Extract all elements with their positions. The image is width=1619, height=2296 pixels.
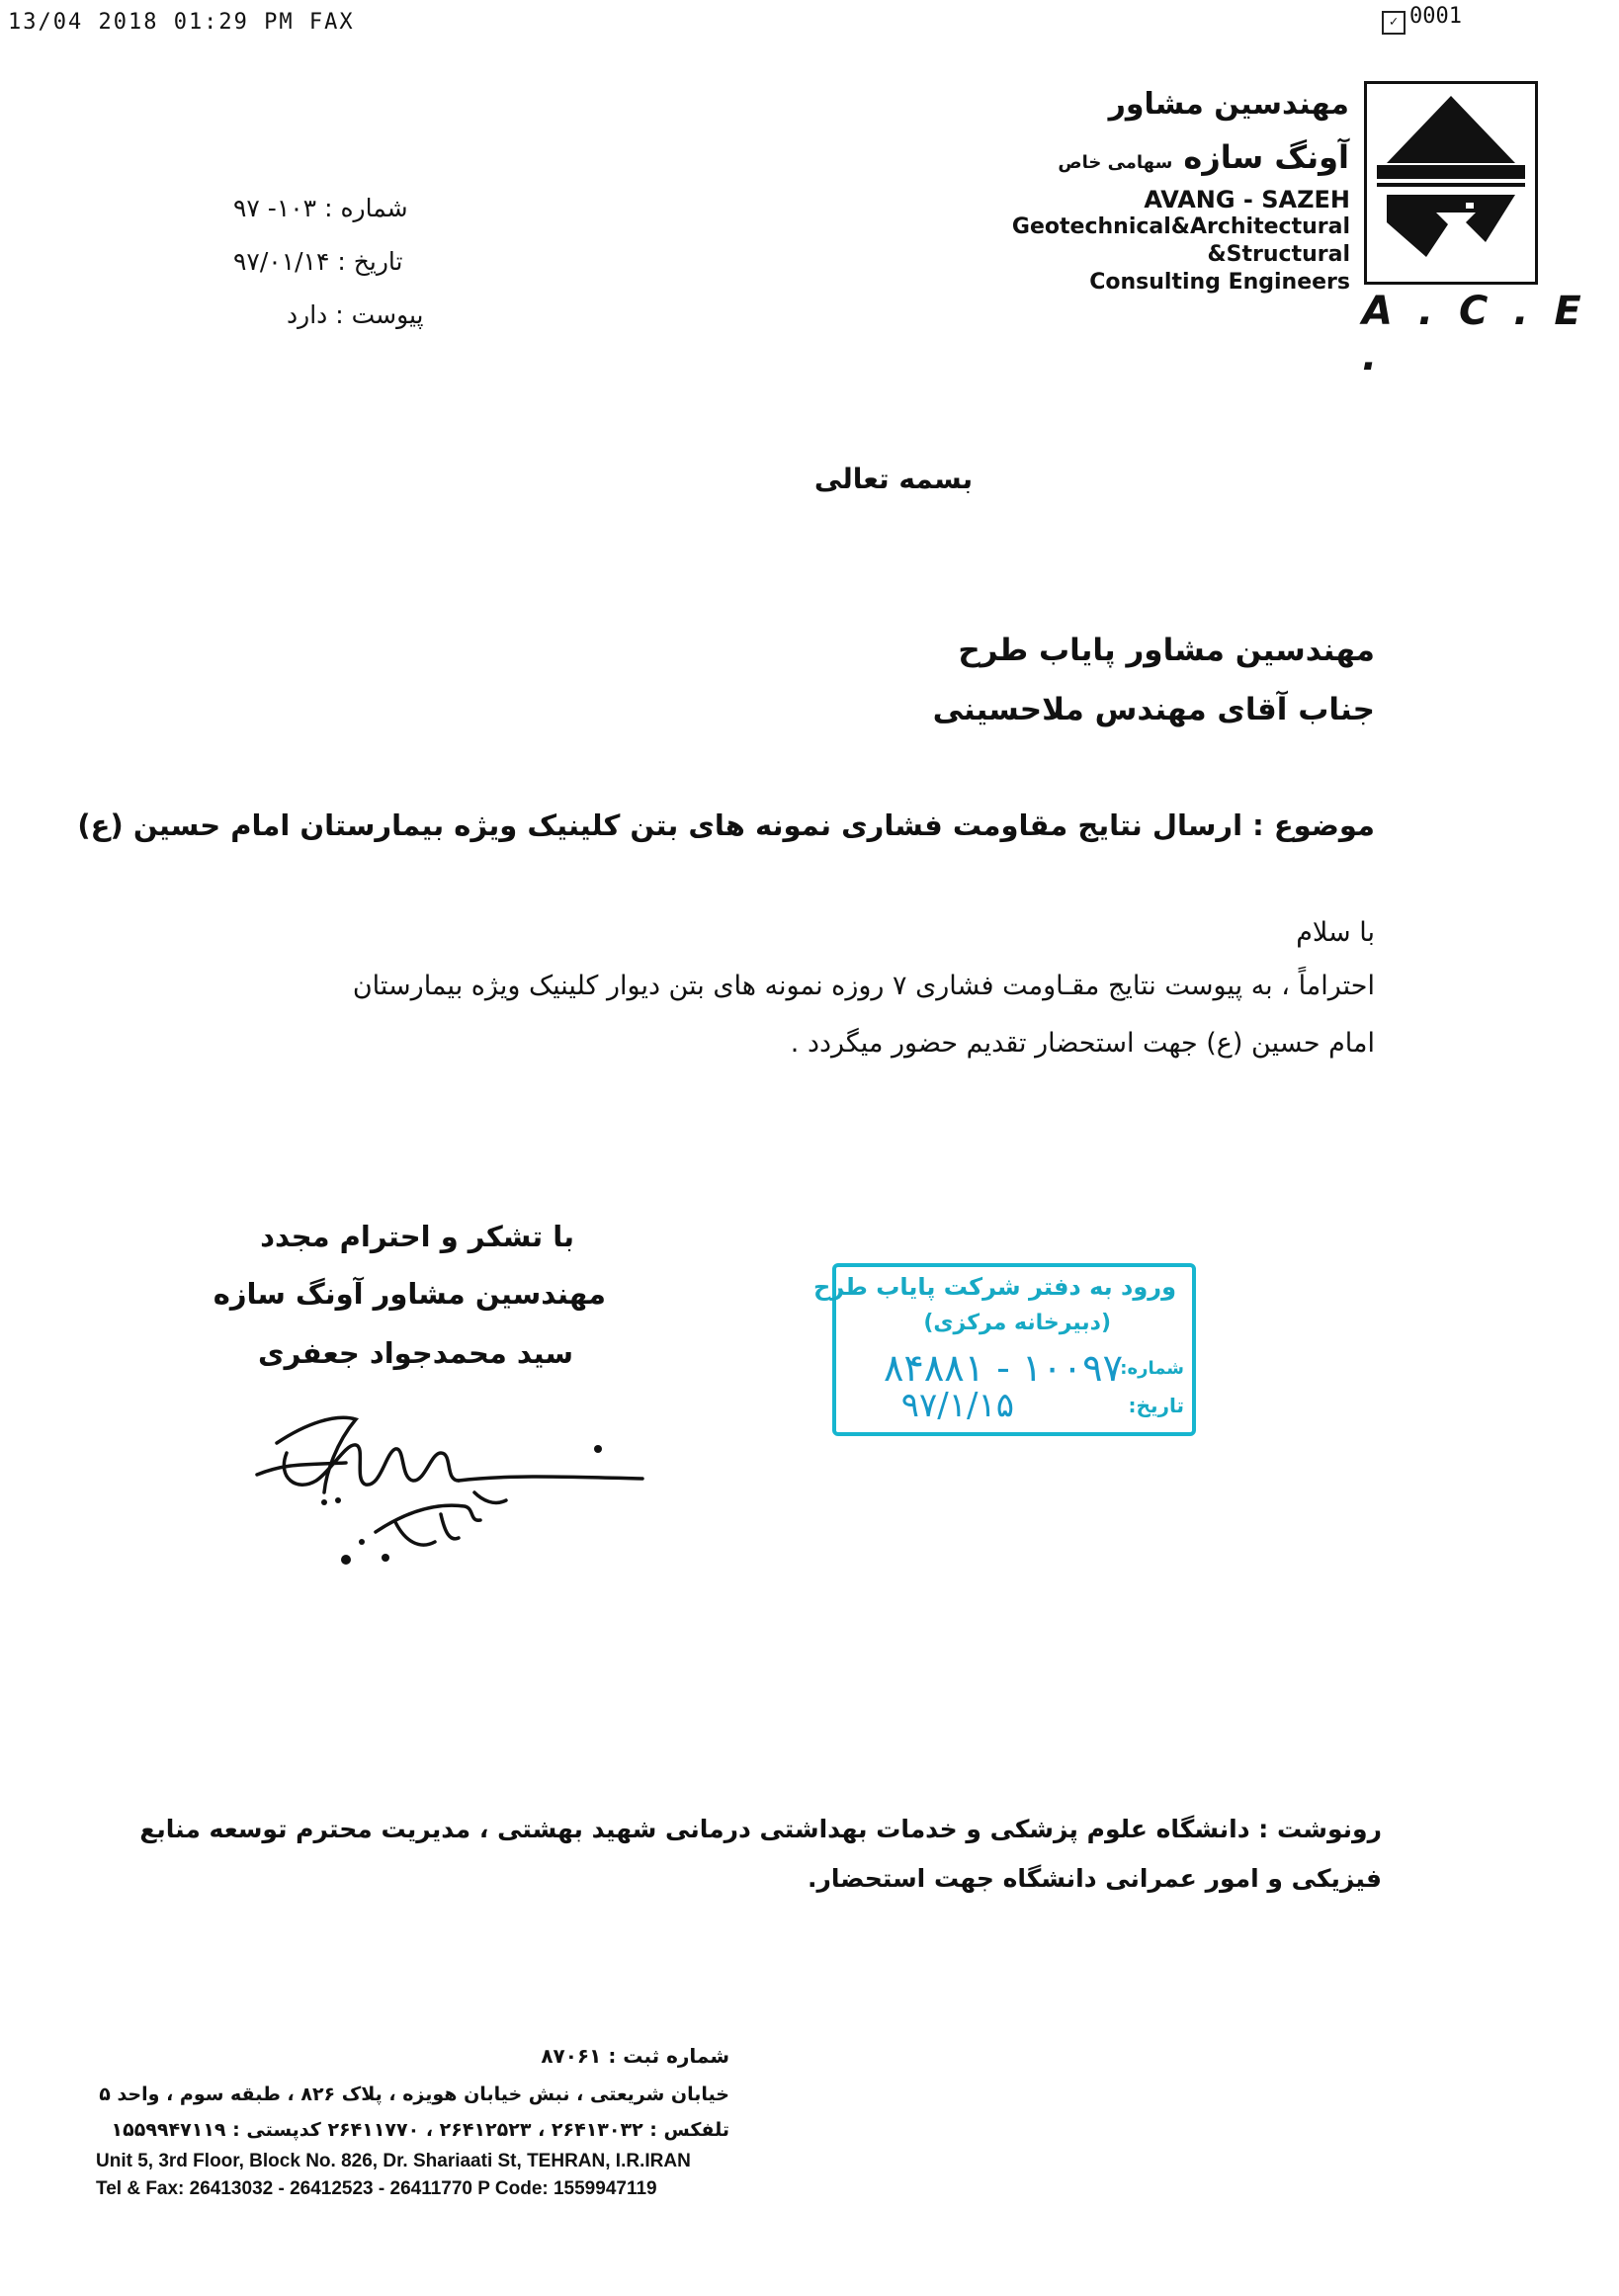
closing-signer-name: سید محمدجواد جعفری — [257, 1336, 573, 1370]
closing-company: مهندسین مشاور آونگ سازه — [213, 1277, 606, 1311]
received-stamp — [813, 1263, 1196, 1436]
closing-regards: با تشکر و احترام مجدد — [260, 1220, 574, 1253]
fax-page-icon: ✓ — [1382, 11, 1406, 35]
fax-timestamp: 13/04 2018 01:29 PM FAX — [8, 10, 355, 35]
stamp-number-value: ۱۰۰۹۷ - ۸۴۸۸۱ — [884, 1346, 1123, 1390]
letter-body-line-1: احتراماً ، به پیوست نتایج مقـاومت فشاری ۷ روزه نمونه های بتن دیوار کلینیک ویژه بیمارستان — [352, 971, 1375, 1001]
cc-line-2: فیزیکی و امور عمرانی دانشگاه جهت استحضار. — [807, 1864, 1382, 1893]
company-logo-icon — [1367, 84, 1535, 282]
footer-phone-en: Tel & Fax: 26413032 - 26412523 - 26411770 P Code: 1559947119 — [96, 2178, 657, 2199]
letter-subject: موضوع : ارسال نتایج مقاومت فشاری نمونه های بتن کلینیک ویژه بیمارستان امام حسین (ع) — [77, 808, 1375, 842]
company-en-line3: &Structural — [1207, 242, 1350, 267]
stamp-date-label: تاریخ: — [1128, 1394, 1184, 1417]
company-en-line4: Consulting Engineers — [1089, 270, 1350, 295]
stamp-title: ورود به دفتر شرکت پایاب طرح — [813, 1273, 1176, 1301]
footer-registration: شماره ثبت : ۸۷۰۶۱ — [541, 2044, 729, 2068]
stamp-subtitle: (دبیرخانه مرکزی) — [923, 1311, 1111, 1335]
company-brand-fa: آونگ سازه — [1183, 138, 1349, 176]
basmala-heading: بسمه تعالی — [813, 463, 974, 495]
stamp-date-value: ۹۷/۱/۱۵ — [900, 1386, 1014, 1425]
footer-phone-fa: تلفکس : ۲۶۴۱۳۰۳۲ ، ۲۶۴۱۲۵۲۳ ، ۲۶۴۱۱۷۷۰ کدپستی : ۱۵۵۹۹۴۷۱۱۹ — [111, 2119, 729, 2141]
letter-date: تاریخ : ۹۷/۰۱/۱۴ — [233, 247, 403, 276]
footer-address-en: Unit 5, 3rd Floor, Block No. 826, Dr. Shariaati St, TEHRAN, I.R.IRAN — [96, 2151, 691, 2171]
company-en-line2: Geotechnical&Architectural — [1011, 214, 1350, 239]
handwritten-signature — [247, 1384, 662, 1572]
company-abbreviation: A . C . E . — [1362, 289, 1587, 380]
letter-number: شماره : ۱۰۳- ۹۷ — [233, 194, 408, 222]
letter-body-line-2: امام حسین (ع) جهت استحضار تقدیم حضور میگردد . — [790, 1028, 1375, 1059]
footer-address-fa: خیابان شریعتی ، نبش خیابان هویزه ، پلاک ۸۲۶ ، طبقه سوم ، واحد ۵ — [99, 2083, 729, 2105]
company-name-fa-2 — [1058, 138, 1349, 176]
letter-attachment: پیوست : دارد — [287, 300, 424, 329]
fax-page-number — [1382, 4, 1462, 35]
recipient-company: مهندسین مشاور پایاب طرح — [958, 633, 1375, 668]
cc-line-1: رونوشت : دانشگاه علوم پزشکی و خدمات بهداشتی درمانی شهید بهشتی ، مدیریت محترم توسعه منابع — [139, 1815, 1382, 1843]
company-logo — [1364, 81, 1538, 285]
fax-page-value: 0001 — [1409, 4, 1462, 29]
company-en-name: AVANG - SAZEH — [1144, 186, 1350, 213]
stamp-number-label: شماره: — [1120, 1358, 1184, 1379]
company-name-fa: مهندسین مشاور — [1108, 87, 1349, 122]
letter-greeting: با سلام — [1296, 917, 1375, 948]
recipient-person: جناب آقای مهندس ملاحسینی — [932, 692, 1375, 727]
company-type-fa: سهامی خاص — [1058, 152, 1173, 173]
company-name-en — [1012, 186, 1350, 297]
